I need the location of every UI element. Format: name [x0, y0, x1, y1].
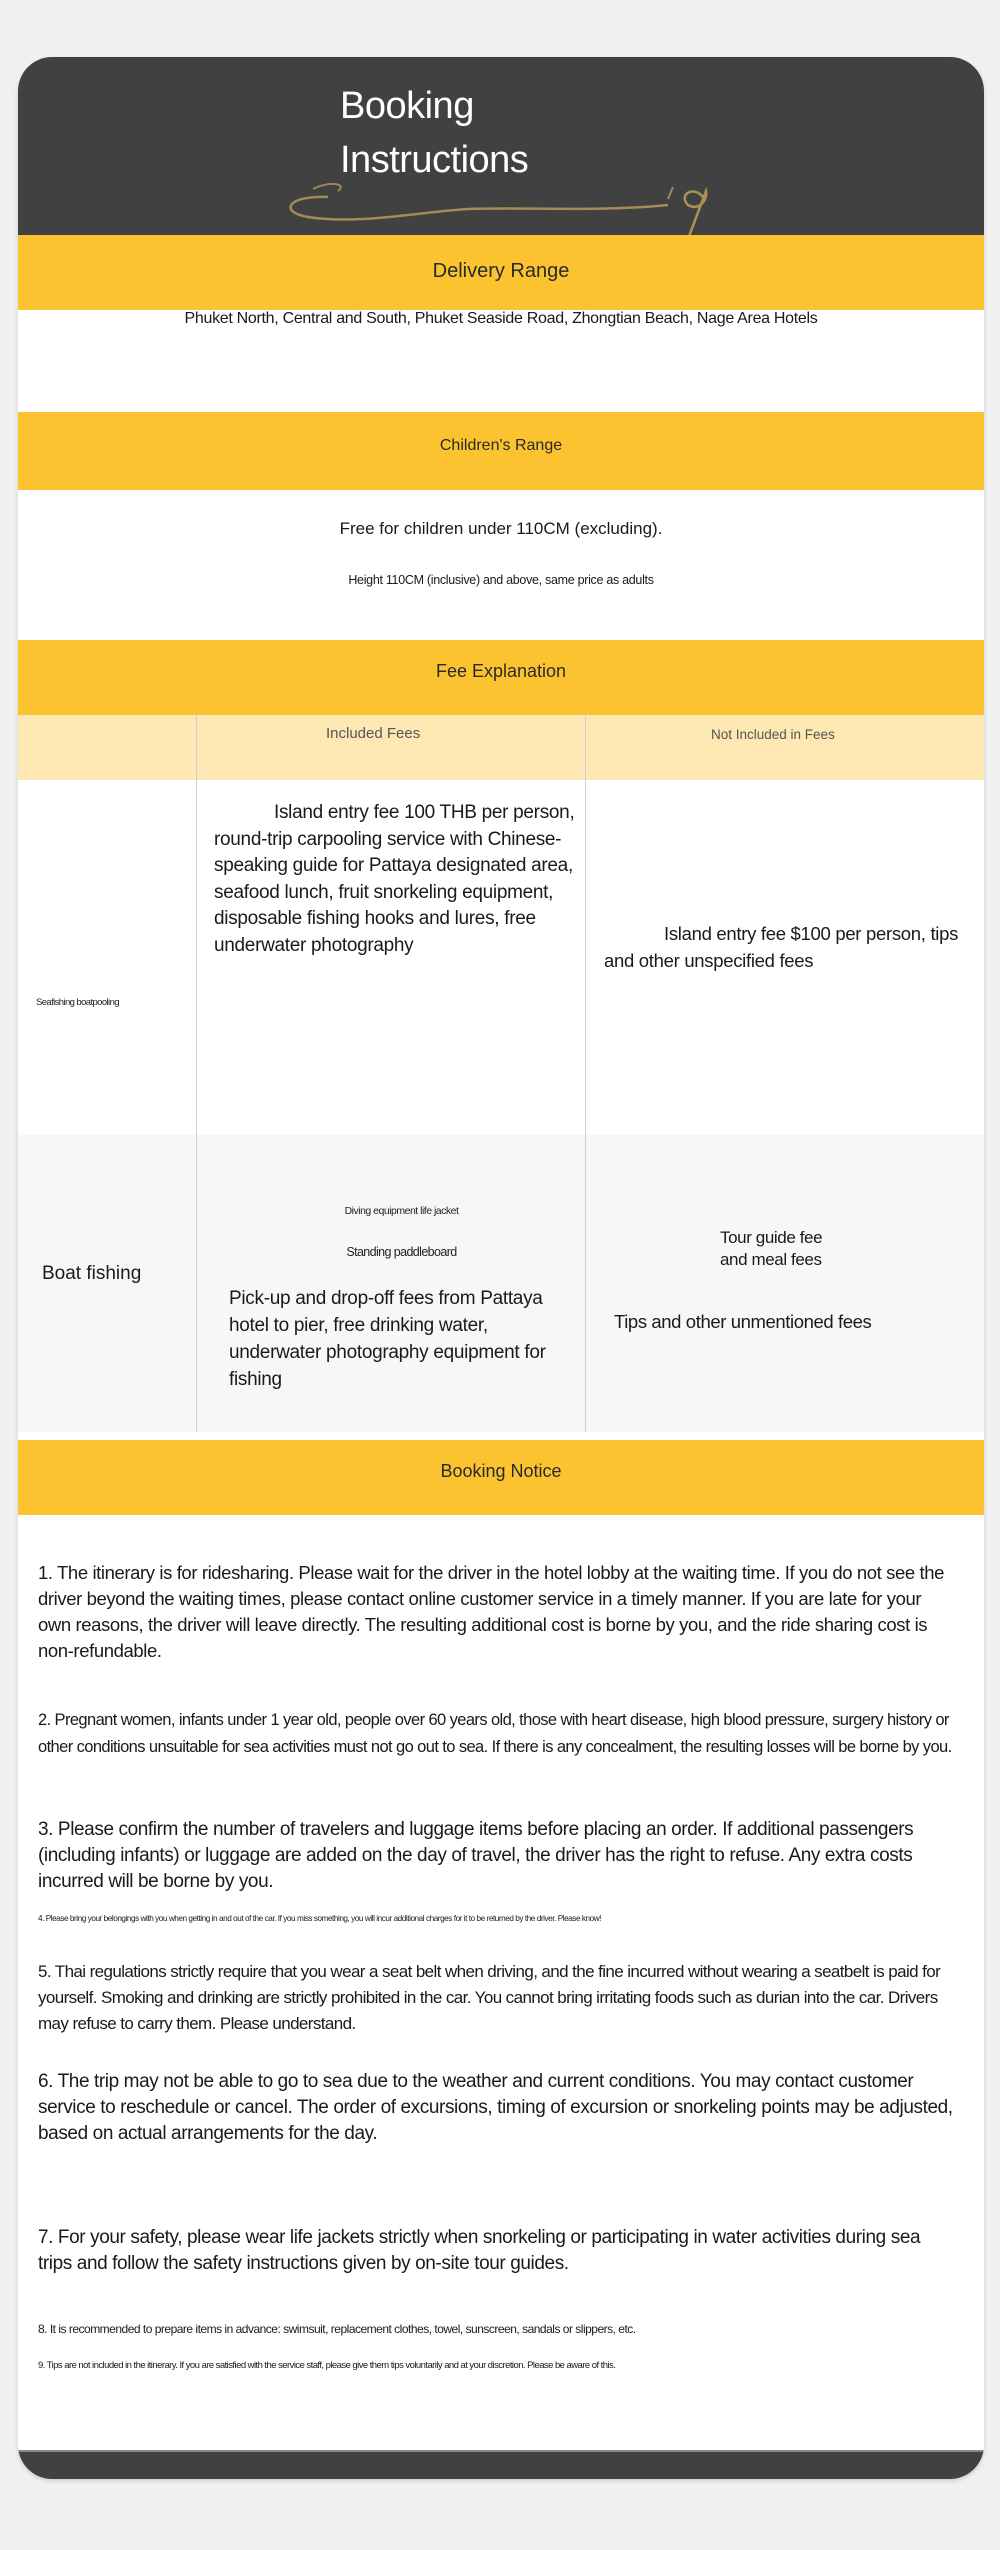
booking-notice-heading-text: Booking Notice [440, 1461, 562, 1481]
notice-item-8: 8. It is recommended to prepare items in advance: swimsuit, replacement clothes, towel, sunscreen, sandals or slippers, etc. [38, 2322, 636, 2336]
children-free-text: Free for children under 110CM (excluding). [339, 519, 663, 538]
childrens-range-heading-text: Children's Range [439, 437, 563, 454]
childrens-range-heading [18, 412, 984, 490]
fee-row-included-small-1: Diving equipment life jacket [344, 1205, 459, 1217]
fee-table-divider-1 [196, 715, 197, 1432]
delivery-range-heading [18, 235, 984, 310]
fee-table-header [18, 715, 984, 780]
fee-row-not-included: Island entry fee $100 per person, tips and other unspecified fees [604, 923, 959, 971]
children-adult-price-text: Height 110CM (inclusive) and above, same price as adults [348, 573, 654, 587]
header-banner [18, 57, 984, 235]
footer-bar [18, 2450, 984, 2479]
fee-row-seafishing [18, 780, 984, 1135]
booking-card [18, 57, 984, 2479]
fee-col-header-included: Included Fees [326, 725, 421, 742]
notice-item-6: 6. The trip may not be able to go to sea due to the weather and current conditions. You may contact customer service to reschedule or cancel. The order of excursions, timing of excursion or snorkeling points may be adjusted, based on actual arrangements for the day. [38, 2071, 953, 2144]
fee-row-not-included-1: Tour guide fee and meal fees [720, 1228, 823, 1269]
notice-item-7: 7. For your safety, please wear life jackets strictly when snorkeling or participating in water activities during sea trips and follow the safety instructions given by on-site tour guides. [38, 2227, 921, 2274]
notice-item-3: 3. Please confirm the number of travelers and luggage items before placing an order. If additional passengers (including infants) or luggage are added on the day of travel, the driver has the right to refuse. Any extra costs incurred will be borne by you. [38, 1819, 914, 1892]
notice-item-5: 5. Thai regulations strictly require that you wear a seat belt when driving, and the fine incurred without wearing a seatbelt is paid for yourself. Smoking and drinking are strictly prohibited in the car. You cannot bring irritating foods such as durian into the car. Drivers may refuse to carry them. Please understand. [38, 1962, 941, 2033]
fee-row-included: Island entry fee 100 THB per person, round-trip carpooling service with Chinese-speaking guide for Pattaya designated area, seafood lunch, fruit snorkeling equipment, disposable fishing hooks and lures, free underwater photography [214, 802, 575, 956]
notice-item-9: 9. Tips are not included in the itinerary. If you are satisfied with the service staff, please give them tips voluntarily and at your discretion. Please be aware of this. [38, 2360, 616, 2371]
fee-row-included: Pick-up and drop-off fees from Pattaya hotel to pier, free drinking water, underwater photography equipment for fishing [229, 1288, 546, 1390]
delivery-range-text: Phuket North, Central and South, Phuket Seaside Road, Zhongtian Beach, Nage Area Hotels [184, 310, 818, 327]
title-line-1: Booking [340, 85, 474, 127]
notice-item-1: 1. The itinerary is for ridesharing. Please wait for the driver in the hotel lobby at the waiting time. If you do not see the driver beyond the waiting times, please contact online customer service in a timely manner. If you are late for your own reasons, the driver will leave directly. The resulting additional cost is borne by you, and the ride sharing cost is non-refundable. [38, 1562, 945, 1661]
fee-row-included-small-2: Standing paddleboard [346, 1245, 457, 1259]
fee-table-divider-2 [585, 715, 586, 1432]
delivery-range-heading-text: Delivery Range [432, 260, 570, 282]
fee-explanation-heading-text: Fee Explanation [435, 661, 567, 681]
fee-row-not-included-2: Tips and other unmentioned fees [614, 1311, 872, 1332]
fee-explanation-heading [18, 640, 984, 715]
fee-row-name: Boat fishing [42, 1263, 142, 1284]
fee-row-name: Seafishing boatpooling [36, 997, 119, 1008]
title-line-2: Instructions [340, 139, 529, 181]
fee-col-header-not-included: Not Included in Fees [711, 727, 835, 742]
fee-row-boat-fishing [18, 1135, 984, 1432]
notice-item-4: 4. Please bring your belongings with you when getting in and out of the car. If you miss something, you will incur additional charges for it to be returned by the driver. Please know! [38, 1914, 602, 1923]
booking-notice-heading [18, 1440, 984, 1515]
page-title [340, 79, 528, 187]
notice-item-2: 2. Pregnant women, infants under 1 year old, people over 60 years old, those with heart disease, high blood pressure, surgery history or other conditions unsuitable for sea activities must not go out to sea. If there is any concealment, the resulting losses will be borne by you. [38, 1711, 952, 1756]
